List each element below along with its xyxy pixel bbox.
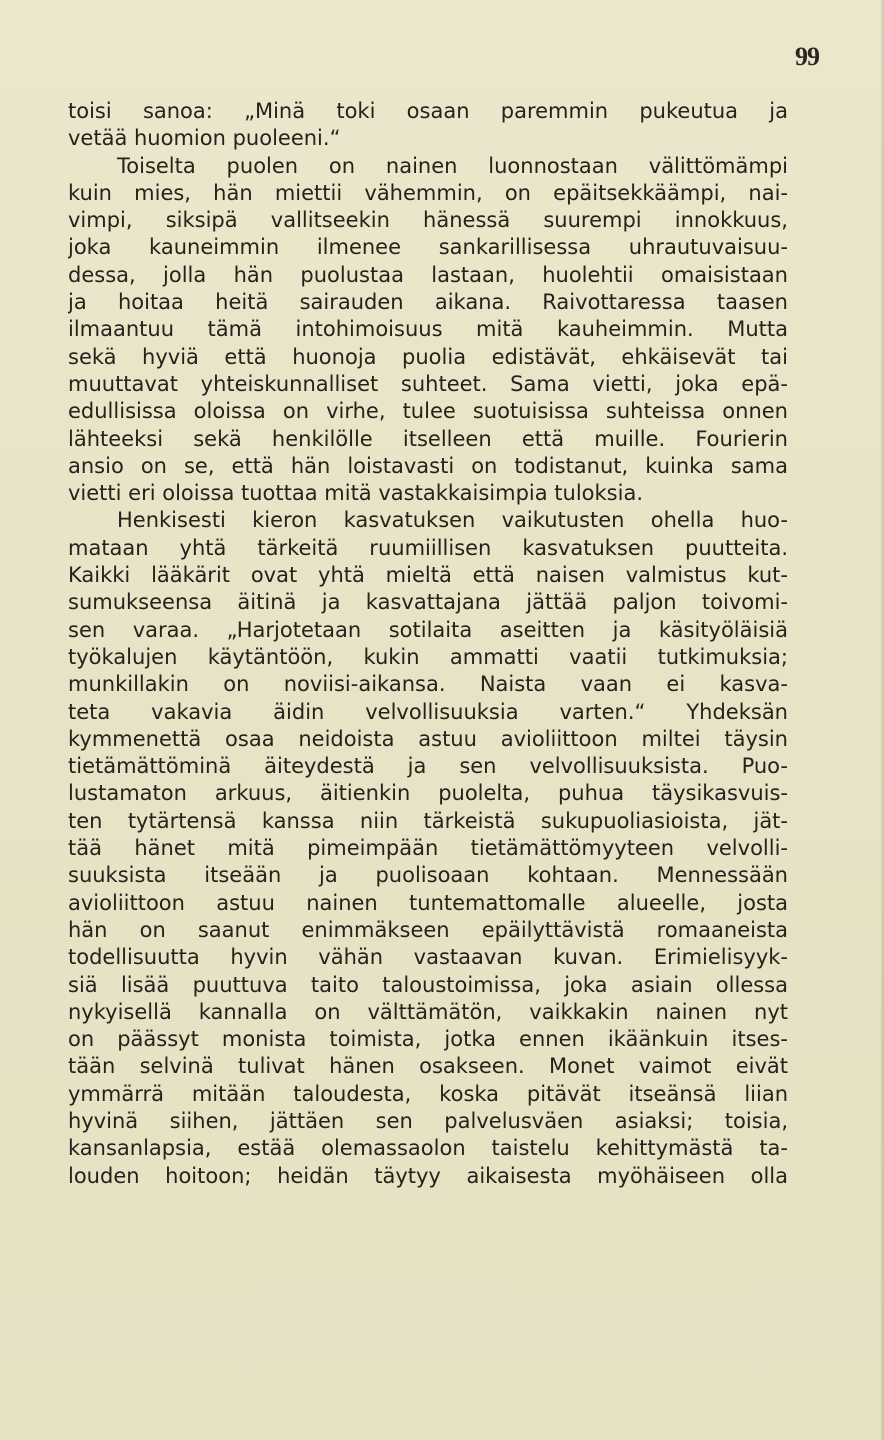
text-line: sen varaa. „Harjotetaan sotilaita aseitten ja käsityöläisiä: [68, 617, 788, 642]
text-line: lustamaton arkuus, äitienkin puolelta, puhua täysikasvuis-: [68, 781, 788, 806]
text-line: munkillakin on noviisi-aikansa. Naista vaan ei kasva-: [68, 672, 788, 697]
text-line: vetää huomion puoleeni.“: [68, 126, 341, 151]
text-line: siä lisää puuttuva taito taloustoimissa, joka asiain ollessa: [68, 972, 788, 997]
text-line: vietti eri oloissa tuottaa mitä vastakkaisimpia tuloksia.: [68, 481, 643, 506]
text-line: louden hoitoon; heidän täytyy aikaisesta myöhäiseen olla: [68, 1163, 788, 1188]
text-line: todellisuutta hyvin vähän vastaavan kuvan. Erimielisyyk-: [68, 945, 788, 970]
text-line: ymmärrä mitään taloudesta, koska pitävät itseänsä liian: [68, 1081, 788, 1106]
text-line: ja hoitaa heitä sairauden aikana. Raivottaressa taasen: [68, 290, 788, 315]
text-line: tietämättöminä äiteydestä ja sen velvollisuuksista. Puo-: [68, 754, 788, 779]
text-line: sekä hyviä että huonoja puolia edistävät, ehkäisevät tai: [68, 344, 788, 369]
text-line: kuin mies, hän miettii vähemmin, on epäitsekkäämpi, nai-: [68, 180, 788, 205]
text-line: joka kauneimmin ilmenee sankarillisessa uhrautuvaisuu-: [68, 235, 788, 260]
paragraph-start-line: Henkisesti kieron kasvatuksen vaikutusten ohella huo-: [117, 508, 788, 533]
text-line: avioliittoon astuu nainen tuntemattomalle alueelle, josta: [68, 890, 788, 915]
text-line: kansanlapsia, estää olemassaolon taistelu kehittymästä ta-: [68, 1136, 788, 1161]
text-line: ilmaantuu tämä intohimoisuus mitä kauheimmin. Mutta: [68, 317, 788, 342]
text-line: toisi sanoa: „Minä toki osaan paremmin pukeutua ja: [68, 99, 788, 123]
paragraph-start-line: Toiselta puolen on nainen luonnostaan välittömämpi: [117, 153, 788, 178]
text-line: ten tytärtensä kanssa niin tärkeistä sukupuoliasioista, jät-: [68, 808, 788, 833]
text-line: ansio on se, että hän loistavasti on todistanut, kuinka sama: [68, 453, 788, 478]
text-line: työkalujen käytäntöön, kukin ammatti vaatii tutkimuksia;: [68, 644, 788, 669]
text-line: sumukseensa äitinä ja kasvattajana jättää paljon toivomi-: [68, 590, 788, 615]
text-line: mataan yhtä tärkeitä ruumiillisen kasvatuksen puutteita.: [68, 535, 788, 560]
text-line: hän on saanut enimmäkseen epäilyttävistä romaaneista: [68, 917, 788, 942]
page-number: 99: [795, 42, 819, 71]
text-line: on päässyt monista toimista, jotka ennen ikäänkuin itses-: [68, 1027, 788, 1052]
text-line: kymmenettä osaa neidoista astuu avioliittoon miltei täysin: [68, 726, 788, 751]
text-line: teta vakavia äidin velvollisuuksia varten.“ Yhdeksän: [68, 699, 788, 724]
body-text: [68, 98, 788, 1190]
text-line: muuttavat yhteiskunnalliset suhteet. Sama vietti, joka epä-: [68, 371, 788, 396]
text-line: nykyisellä kannalla on välttämätön, vaikkakin nainen nyt: [68, 999, 788, 1024]
text-line: vimpi, siksipä vallitseekin hänessä suurempi innokkuus,: [68, 208, 788, 233]
text-line: dessa, jolla hän puolustaa lastaan, huolehtii omaisistaan: [68, 262, 788, 287]
text-line: hyvinä siihen, jättäen sen palvelusväen asiaksi; toisia,: [68, 1108, 788, 1133]
text-line: suuksista itseään ja puolisoaan kohtaan. Mennessään: [68, 863, 788, 888]
page-edge-shadow: [880, 0, 884, 1440]
text-line: edullisissa oloissa on virhe, tulee suotuisissa suhteissa onnen: [68, 399, 788, 424]
text-line: lähteeksi sekä henkilölle itselleen että muille. Fourierin: [68, 426, 788, 451]
text-line: tään selvinä tulivat hänen osakseen. Monet vaimot eivät: [68, 1054, 788, 1079]
text-line: tää hänet mitä pimeimpään tietämättömyyteen velvolli-: [68, 836, 788, 861]
text-line: Kaikki lääkärit ovat yhtä mieltä että naisen valmistus kut-: [68, 563, 788, 588]
